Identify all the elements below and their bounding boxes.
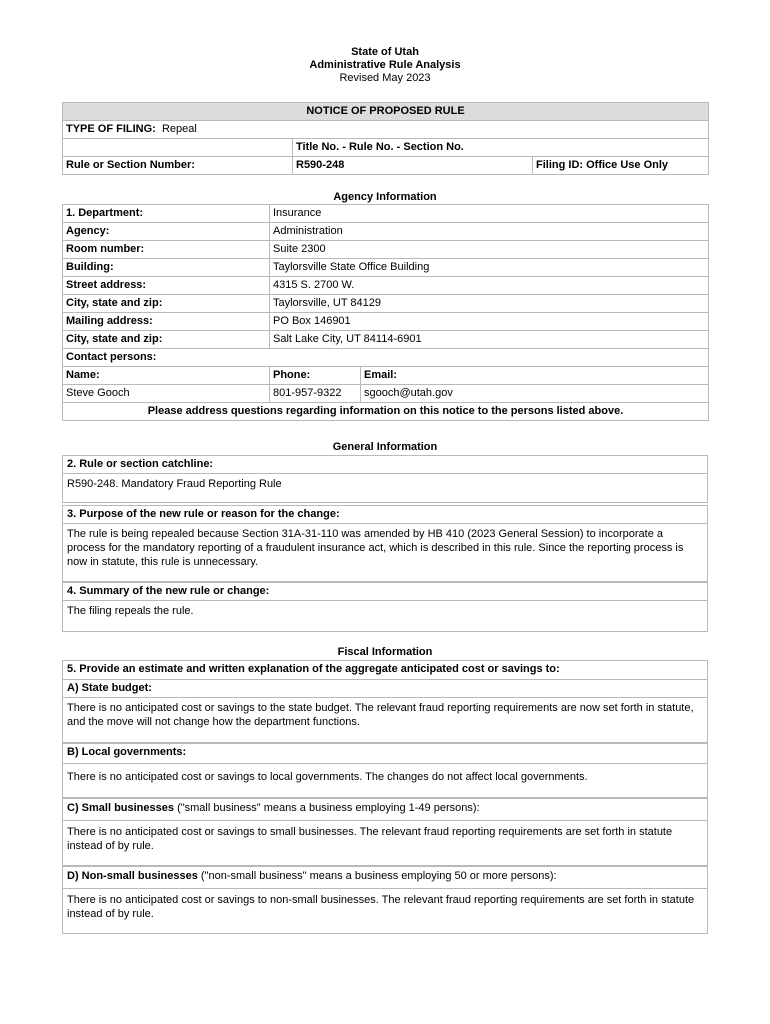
local-gov-text: There is no anticipated cost or savings to local governments. The changes do not affect local governments. bbox=[67, 771, 588, 783]
summary-section bbox=[62, 582, 708, 632]
purpose-section bbox=[62, 505, 708, 582]
estimate-label: 5. Provide an estimate and written explanation of the aggregate anticipated cost or savings to: bbox=[67, 663, 560, 675]
agency-table bbox=[62, 204, 709, 421]
name-header: Name: bbox=[63, 367, 270, 385]
contact-name: Steve Gooch bbox=[63, 385, 270, 403]
local-gov-label: B) Local governments: bbox=[63, 744, 707, 764]
state-budget-section bbox=[62, 679, 708, 743]
state-budget-text: There is no anticipated cost or savings to the state budget. The relevant fraud reporting requirements are now set forth in statute, and the move will not change how the department functions. bbox=[67, 702, 694, 728]
small-business-note: ("small business" means a business employing 1-49 persons): bbox=[177, 802, 480, 814]
non-small-business-text: There is no anticipated cost or savings to non-small businesses. The relevant fraud reporting requirements are set forth in statute instead of by rule. bbox=[67, 894, 695, 920]
fiscal-heading: Fiscal Information bbox=[337, 646, 433, 658]
header-analysis: Administrative Rule Analysis bbox=[309, 59, 461, 71]
contact-persons-label: Contact persons: bbox=[63, 349, 709, 367]
city-label: City, state and zip: bbox=[63, 295, 270, 313]
mailing-city-value: Salt Lake City, UT 84114-6901 bbox=[270, 331, 709, 349]
room-label: Room number: bbox=[63, 241, 270, 259]
doc-header bbox=[0, 46, 770, 85]
notice-title: NOTICE OF PROPOSED RULE bbox=[63, 103, 709, 121]
small-business-section bbox=[62, 798, 708, 866]
room-value: Suite 2300 bbox=[270, 241, 709, 259]
non-small-business-label: D) Non-small businesses bbox=[67, 870, 198, 882]
street-value: 4315 S. 2700 W. bbox=[270, 277, 709, 295]
city-value: Taylorsville, UT 84129 bbox=[270, 295, 709, 313]
non-small-business-section bbox=[62, 866, 708, 934]
small-business-label-row bbox=[63, 799, 707, 821]
purpose-text: The rule is being repealed because Section 31A-31-110 was amended by HB 410 (2023 General Session) to incorporate a process for the mandatory reporting of a fraudulent insurance act, which is described in this rule. Since the reporting process is now in statute, this rule is unnecessary. bbox=[67, 528, 684, 568]
state-budget-label: A) State budget: bbox=[63, 680, 707, 698]
general-heading: General Information bbox=[332, 441, 438, 453]
filing-type-label: TYPE OF FILING: bbox=[66, 123, 156, 135]
email-header: Email: bbox=[361, 367, 709, 385]
summary-label: 4. Summary of the new rule or change: bbox=[63, 583, 707, 601]
catchline-section bbox=[62, 455, 708, 503]
filing-id: Filing ID: Office Use Only bbox=[533, 157, 709, 175]
department-value: Insurance bbox=[270, 205, 709, 223]
catchline-text: R590-248. Mandatory Fraud Reporting Rule bbox=[67, 478, 282, 490]
non-small-business-note: ("non-small business" means a business employing 50 or more persons): bbox=[200, 870, 557, 882]
rule-number-value: R590-248 bbox=[293, 157, 533, 175]
small-business-text: There is no anticipated cost or savings to small businesses. The relevant fraud reporting requirements are set forth in statute instead of by rule. bbox=[67, 826, 673, 852]
header-revised: Revised May 2023 bbox=[339, 72, 431, 84]
filing-type-value: Repeal bbox=[161, 123, 197, 135]
agency-label: Agency: bbox=[63, 223, 270, 241]
mailing-label: Mailing address: bbox=[63, 313, 270, 331]
non-small-business-label-row bbox=[63, 867, 707, 889]
building-label: Building: bbox=[63, 259, 270, 277]
filing-type-row bbox=[63, 121, 709, 139]
street-label: Street address: bbox=[63, 277, 270, 295]
small-business-label: C) Small businesses bbox=[67, 802, 174, 814]
agency-value: Administration bbox=[270, 223, 709, 241]
local-gov-section bbox=[62, 743, 708, 798]
contact-phone: 801-957-9322 bbox=[270, 385, 361, 403]
department-label: 1. Department: bbox=[63, 205, 270, 223]
estimate-section bbox=[62, 660, 708, 680]
contact-note: Please address questions regarding information on this notice to the persons listed above. bbox=[63, 403, 709, 421]
notice-table bbox=[62, 102, 709, 175]
rule-number-label: Rule or Section Number: bbox=[63, 157, 293, 175]
phone-header: Phone: bbox=[270, 367, 361, 385]
catchline-label: 2. Rule or section catchline: bbox=[63, 456, 707, 474]
summary-text: The filing repeals the rule. bbox=[67, 605, 194, 617]
agency-heading: Agency Information bbox=[333, 191, 437, 203]
purpose-label: 3. Purpose of the new rule or reason for the change: bbox=[63, 506, 707, 524]
contact-email: sgooch@utah.gov bbox=[361, 385, 709, 403]
building-value: Taylorsville State Office Building bbox=[270, 259, 709, 277]
mailing-value: PO Box 146901 bbox=[270, 313, 709, 331]
header-state: State of Utah bbox=[351, 46, 419, 58]
mailing-city-label: City, state and zip: bbox=[63, 331, 270, 349]
title-rule-header: Title No. - Rule No. - Section No. bbox=[293, 139, 709, 157]
